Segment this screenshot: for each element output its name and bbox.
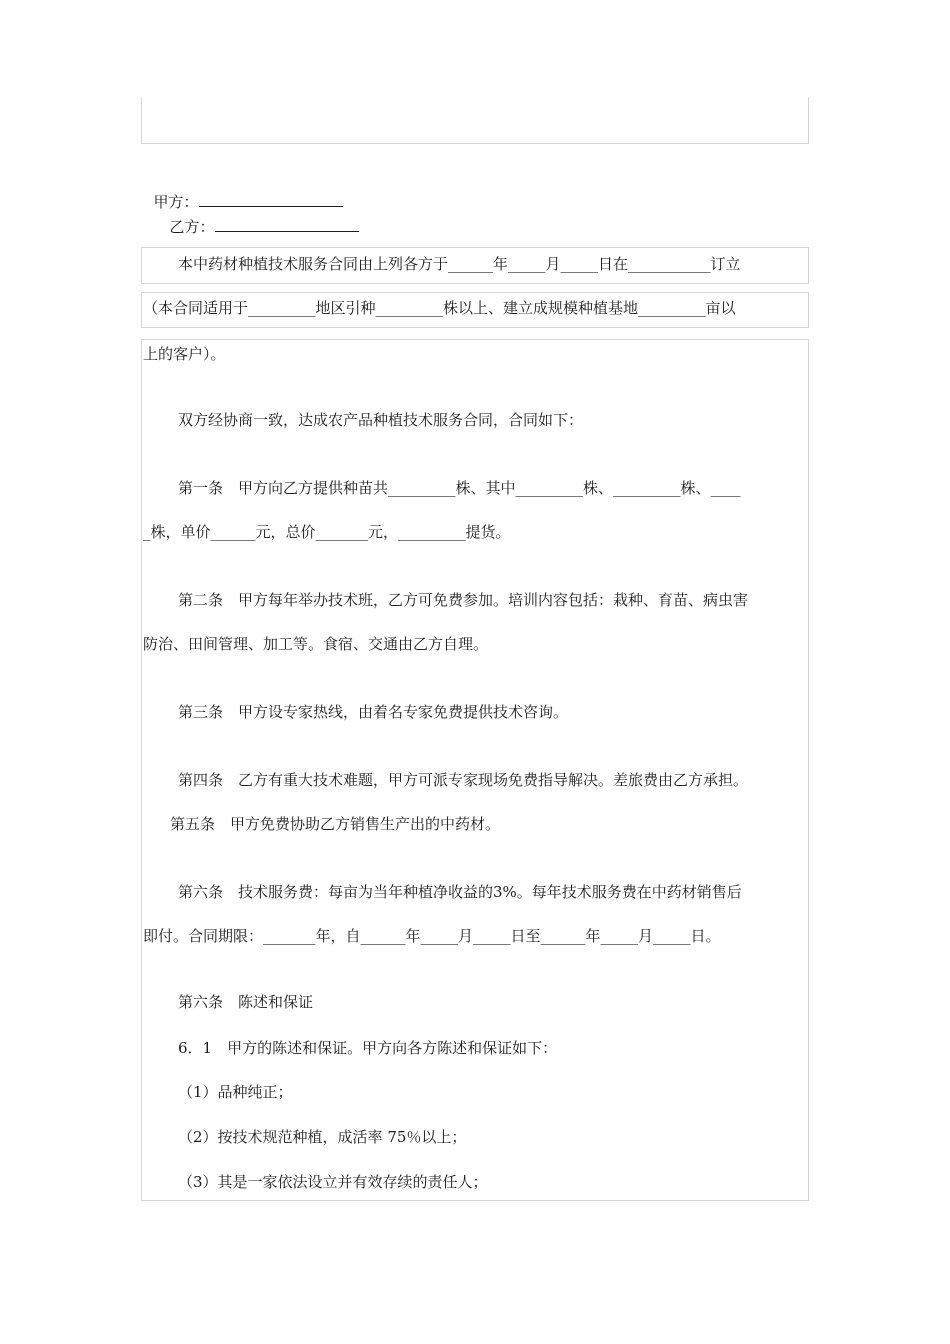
party-b-label: 乙方： [169, 218, 215, 236]
intro-line-2: （本合同适用于_________地区引种_________株以上、建立成规模种植基地_________亩以 [143, 299, 736, 317]
article-6b-title: 第六条 陈述和保证 [178, 993, 314, 1011]
item-3: （3）其是一家依法设立并有效存续的责任人； [178, 1173, 488, 1191]
clause-6-1: 6．1 甲方的陈述和保证。甲方向各方陈述和保证如下： [178, 1039, 558, 1057]
intro-line-3: 上的客户）。 [143, 345, 226, 363]
party-b-blank [215, 217, 359, 232]
item-1: （1）品种纯正； [178, 1083, 293, 1101]
article-5: 第五条 甲方免费协助乙方销售生产出的中药材。 [170, 815, 501, 833]
item-2: （2）按技术规范种植，成活率 75％以上； [178, 1128, 467, 1146]
party-b-line [160, 197, 359, 237]
party-a-label: 甲方： [153, 193, 199, 211]
article-2-line-1: 第二条 甲方每年举办技术班，乙方可免费参加。培训内容包括：栽种、育苗、病虫害 [178, 591, 749, 609]
article-2-line-2: 防治、田间管理、加工等。食宿、交通由乙方自理。 [143, 635, 489, 653]
agreement-text: 双方经协商一致，达成农产品种植技术服务合同，合同如下： [178, 411, 584, 429]
article-3: 第三条 甲方设专家热线，由着名专家免费提供技术咨询。 [178, 703, 569, 721]
article-4: 第四条 乙方有重大技术难题，甲方可派专家现场免费指导解决。差旅费由乙方承担。 [178, 771, 749, 789]
article-1-line-2: _株，单价______元，总价_______元，_________提货。 [143, 523, 511, 541]
article-6-line-2: 即付。合同期限：_______年，自______年_____月_____日至______年_____月_____日。 [143, 927, 721, 945]
header-box [141, 97, 809, 144]
article-1-line-1: 第一条 甲方向乙方提供种苗共_________株、其中_________株、_________株、____ [178, 479, 741, 497]
article-6-line-1: 第六条 技术服务费：每亩为当年种植净收益的3%。每年技术服务费在中药材销售后 [178, 883, 742, 901]
intro-line-1: 本中药材种植技术服务合同由上列各方于______年_____月_____日在___________订立 [178, 255, 741, 273]
